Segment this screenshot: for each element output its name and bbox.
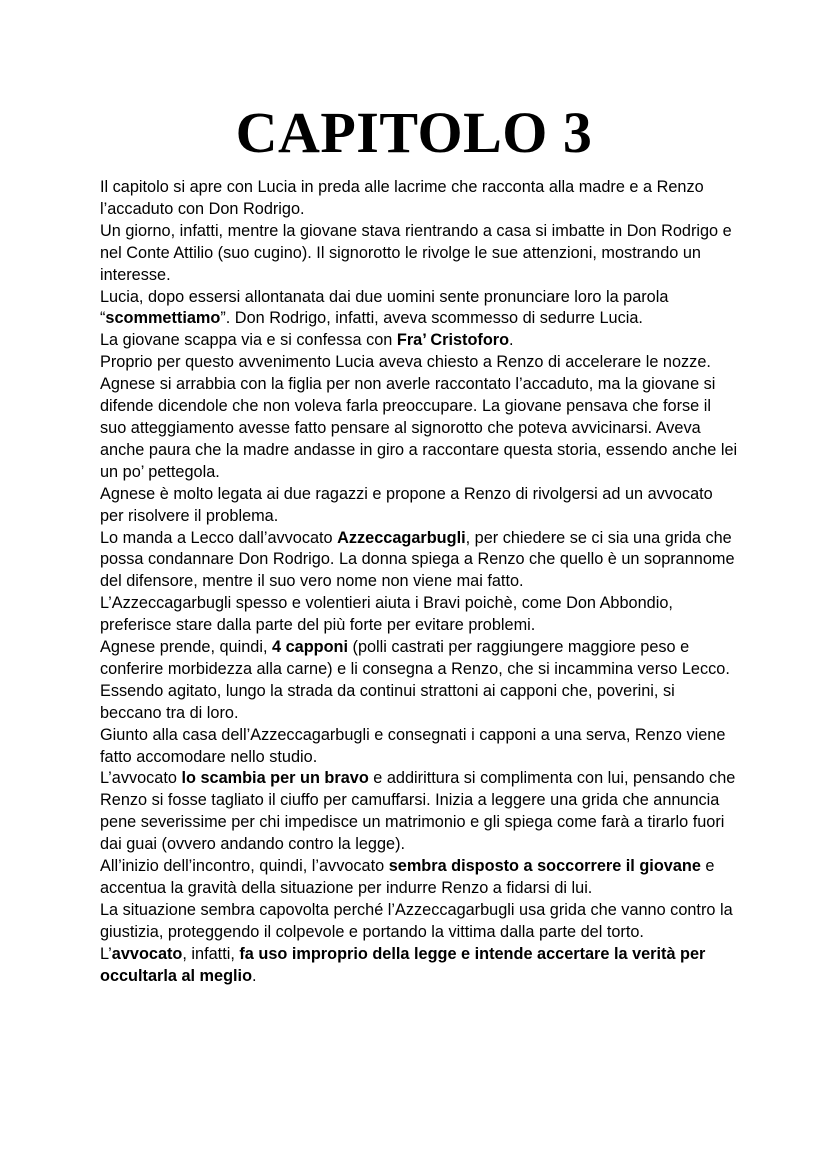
text-run: Agnese prende, quindi, [100, 638, 272, 657]
paragraph [100, 374, 740, 484]
bold-text-run: avvocato [111, 944, 183, 963]
text-run: , infatti, [182, 944, 240, 963]
text-run: e accentua la gravità della situazione per indurre Renzo a fidarsi di lui. [100, 857, 715, 897]
text-run: Lo manda a Lecco dall’avvocato [100, 528, 338, 547]
paragraph [100, 637, 740, 681]
text-run: e addirittura si complimenta con lui, pensando che Renzo si fosse tagliato il ciuffo per camuffarsi. Inizia a leggere una grida che annuncia pene severissime per chi impedisce un matrimonio e gli spiega come farà a tirarlo fuori dai guai (ovvero andando contro la legge). [100, 769, 736, 854]
bold-text-run: scommettiamo [105, 309, 221, 328]
text-run: ”. Don Rodrigo, infatti, aveva scommesso di sedurre Lucia. [220, 309, 643, 328]
text-run: Giunto alla casa dell’Azzeccagarbugli e consegnati i capponi a una serva, Renzo viene fatto accomodare nello studio. [100, 725, 726, 766]
bold-text-run: Azzeccagarbugli [337, 528, 466, 547]
paragraph [100, 330, 740, 352]
text-run: La giovane scappa via e si confessa con [100, 331, 397, 350]
bold-text-run: fa uso improprio della legge e intende accertare la verità per occultarla al meglio [100, 944, 706, 985]
paragraph [100, 768, 740, 856]
text-run: (polli castrati per raggiungere maggiore peso e conferire morbidezza alla carne) e li consegna a Renzo, che si incammina verso Lecco. [100, 638, 730, 678]
text-run: L’Azzeccagarbugli spesso e volentieri aiuta i Bravi poichè, come Don Abbondio, preferisce stare dalla parte del più forte per evitare problemi. [100, 594, 673, 635]
paragraph [100, 856, 740, 900]
text-run: All’inizio dell’incontro, quindi, l’avvocato [100, 857, 389, 876]
text-run: L’avvocato [100, 769, 182, 788]
text-run: . [509, 331, 514, 350]
text-run: Proprio per questo avvenimento Lucia aveva chiesto a Renzo di accelerare le nozze. [100, 353, 711, 372]
paragraph [100, 593, 740, 637]
paragraph [100, 287, 740, 331]
bold-text-run: lo scambia per un bravo [181, 769, 369, 788]
paragraph [100, 177, 740, 221]
paragraph [100, 352, 740, 374]
bold-text-run: 4 capponi [272, 638, 348, 657]
text-run: , per chiedere se ci sia una grida che possa condannare Don Rodrigo. La donna spiega a Renzo che quello è un soprannome del difensore, mentre il suo vero nome non viene mai fatto. [100, 528, 735, 591]
text-run: L’ [100, 944, 112, 963]
page-title: CAPITOLO 3 [235, 100, 593, 165]
text-run: Essendo agitato, lungo la strada da continui strattoni ai capponi che, poverini, si beccano tra di loro. [100, 681, 675, 722]
text-run: Agnese si arrabbia con la figlia per non averle raccontato l’accaduto, ma la giovane si difende dicendole che non voleva farla preoccupare. La giovane pensava che forse il suo atteggiamento avesse fatto pensare al signorotto che poteva avvicinarsi. Aveva anche paura che la madre andasse in giro a raccontare questa storia, essendo anche lei un po’ pettegola. [100, 375, 738, 481]
text-run: Lucia, dopo essersi allontanata dai due uomini sente pronunciare loro la parola “ [100, 287, 669, 328]
text-run: Agnese è molto legata ai due ragazzi e propone a Renzo di rivolgersi ad un avvocato per risolvere il problema. [100, 484, 713, 525]
text-run: Il capitolo si apre con Lucia in preda alle lacrime che racconta alla madre e a Renzo l’accaduto con Don Rodrigo. [100, 178, 704, 218]
text-run: . [252, 966, 257, 985]
text-run: La situazione sembra capovolta perché l’Azzeccagarbugli usa grida che vanno contro la giustizia, proteggendo il colpevole e portando la vittima dalla parte del torto. [100, 900, 733, 941]
paragraph [100, 221, 740, 287]
paragraph [100, 725, 740, 769]
paragraph [100, 484, 740, 528]
paragraph [100, 900, 740, 944]
document-body [100, 177, 740, 988]
paragraph [100, 528, 740, 594]
text-run: Un giorno, infatti, mentre la giovane stava rientrando a casa si imbatte in Don Rodrigo e nel Conte Attilio (suo cugino). Il signorotto le rivolge le sue attenzioni, mostrando un interesse. [100, 221, 732, 284]
bold-text-run: sembra disposto a soccorrere il giovane [388, 857, 701, 876]
bold-text-run: Fra’ Cristoforo [396, 331, 510, 350]
paragraph [100, 681, 740, 725]
paragraph [100, 944, 740, 988]
